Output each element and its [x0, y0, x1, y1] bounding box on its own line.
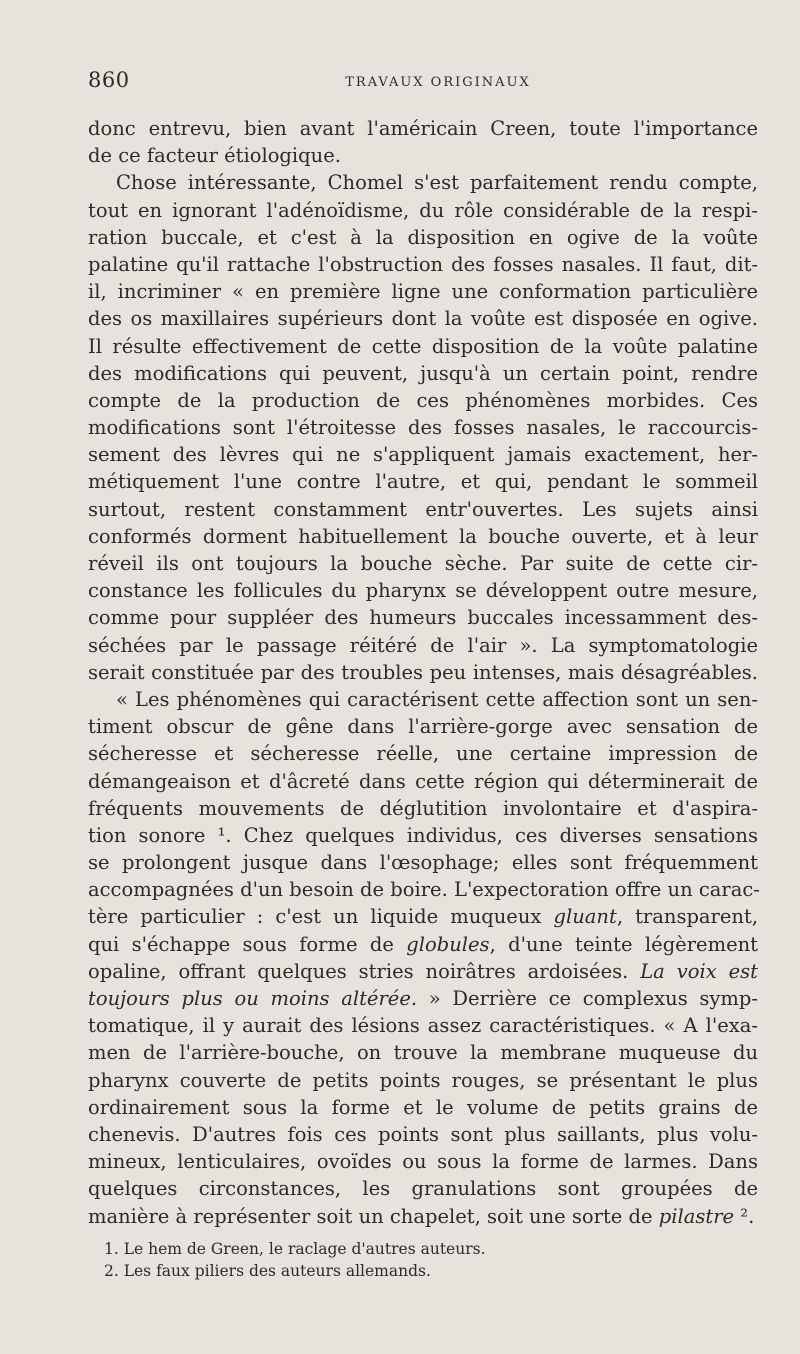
text-line: constance les follicules du pharynx se développent outre mesure,	[88, 579, 758, 603]
text-line: tion sonore ¹. Chez quelques individus, ces diverses sensations	[88, 823, 758, 847]
text-segment: , d'une teinte légèrement	[489, 932, 758, 956]
text-line	[88, 985, 758, 1012]
text-line: des modifications qui peuvent, jusqu'à un certain point, rendre	[88, 361, 758, 385]
text-line: comme pour suppléer des humeurs buccales incessamment des-	[88, 606, 758, 630]
text-line: Chose intéressante, Chomel s'est parfaitement rendu compte,	[116, 171, 758, 195]
text-line: mineux, lenticulaires, ovoïdes ou sous la forme de larmes. Dans	[88, 1150, 758, 1174]
text-line: métiquement l'une contre l'autre, et qui, pendant le sommeil	[88, 470, 758, 494]
page-header	[88, 68, 758, 98]
running-title: TRAVAUX ORIGINAUX	[345, 75, 531, 90]
text-line: surtout, restent constamment entr'ouvertes. Les sujets ainsi	[88, 497, 758, 521]
text-space	[541, 905, 553, 928]
text-line: séchées par le passage réitéré de l'air ». La symptomatologie	[88, 633, 758, 657]
footnotes	[104, 1238, 744, 1282]
text-line: serait constituée par des troubles peu intenses, mais désagréables.	[88, 660, 758, 684]
page-number: 860	[88, 68, 130, 92]
text-line: fréquents mouvements de déglutition involontaire et d'aspira-	[88, 796, 758, 820]
italic-phrase-voix: La voix est	[640, 959, 758, 983]
text-line: tomatique, il y aurait des lésions assez caractéristiques. « A l'exa-	[88, 1014, 758, 1038]
text-segment: manière à représenter soit un chapelet, soit une sorte de	[88, 1204, 653, 1228]
text-line: ordinairement sous la forme et le volume de petits grains de	[88, 1095, 758, 1119]
text-line: « Les phénomènes qui caractérisent cette affection sont un sen-	[116, 687, 758, 711]
text-line: il, incriminer « en première ligne une conformation particulière	[88, 280, 758, 304]
text-line: donc entrevu, bien avant l'américain Creen, toute l'importance	[88, 117, 758, 140]
text-segment: opaline, offrant quelques stries noirâtres ardoisées.	[88, 959, 629, 983]
text-line: démangeaison et d'âcreté dans cette région qui déterminerait de	[88, 769, 758, 793]
text-line: Il résulte effectivement de cette disposition de la voûte palatine	[88, 334, 758, 358]
text-line: sécheresse et sécheresse réelle, une certaine impression de	[88, 742, 758, 766]
text-line: sement des lèvres qui ne s'appliquent jamais exactement, her-	[88, 443, 758, 467]
text-line: compte de la production de ces phénomènes morbides. Ces	[88, 388, 758, 412]
text-line: des os maxillaires supérieurs dont la voûte est disposée en ogive.	[88, 307, 758, 331]
italic-term-pilastre: pilastre	[658, 1204, 735, 1228]
footnote-1: 1. Le hem de Green, le raclage d'autres auteurs.	[104, 1240, 486, 1258]
text-line	[88, 1203, 758, 1230]
italic-term-gluant: gluant	[553, 905, 617, 929]
text-line: conformés dorment habituellement la bouche ouverte, et à leur	[88, 524, 758, 548]
italic-phrase-toujours: toujours plus ou moins altérée.	[88, 987, 418, 1010]
text-line: de ce facteur étiologique.	[88, 144, 341, 168]
text-segment: tère particulier : c'est un liquide muqueux	[88, 905, 542, 929]
text-line: ration buccale, et c'est à la disposition en ogive de la voûte	[88, 225, 758, 249]
text-segment: , transparent,	[616, 905, 759, 929]
text-line: tout en ignorant l'adénoïdisme, du rôle considérable de la respi-	[88, 198, 758, 222]
text-line: pharynx couverte de petits points rouges, se présentant le plus	[88, 1068, 758, 1092]
italic-term-globules: globules	[406, 932, 490, 956]
text-line: accompagnées d'un besoin de boire. L'expectoration offre un carac-	[88, 878, 760, 902]
text-segment: qui s'échappe sous forme de	[88, 932, 394, 956]
text-segment: » Derrière ce complexus symp-	[417, 987, 758, 1010]
text-line: quelques circonstances, les granulations sont groupées de	[88, 1177, 758, 1201]
text-line: palatine qu'il rattache l'obstruction des fosses nasales. Il faut, dit-	[88, 252, 758, 276]
text-line: chenevis. D'autres fois ces points sont plus saillants, plus volu-	[88, 1122, 758, 1146]
text-line: se prolongent jusque dans l'œsophage; elles sont fréquemment	[88, 851, 758, 875]
body-text	[88, 115, 758, 1230]
text-line: réveil ils ont toujours la bouche sèche. Par suite de cette cir-	[88, 552, 758, 575]
text-segment: ².	[734, 1204, 755, 1228]
text-line: timent obscur de gêne dans l'arrière-gorge avec sensation de	[88, 715, 758, 739]
text-line	[88, 931, 758, 958]
text-line: men de l'arrière-bouche, on trouve la membrane muqueuse du	[88, 1041, 758, 1065]
text-line	[88, 958, 758, 985]
text-line: modifications sont l'étroitesse des fosses nasales, le raccourcis-	[88, 416, 758, 440]
footnote-2: 2. Les faux piliers des auteurs allemands.	[104, 1262, 431, 1280]
text-space	[628, 960, 640, 983]
text-space	[394, 933, 406, 956]
text-line	[88, 903, 758, 930]
